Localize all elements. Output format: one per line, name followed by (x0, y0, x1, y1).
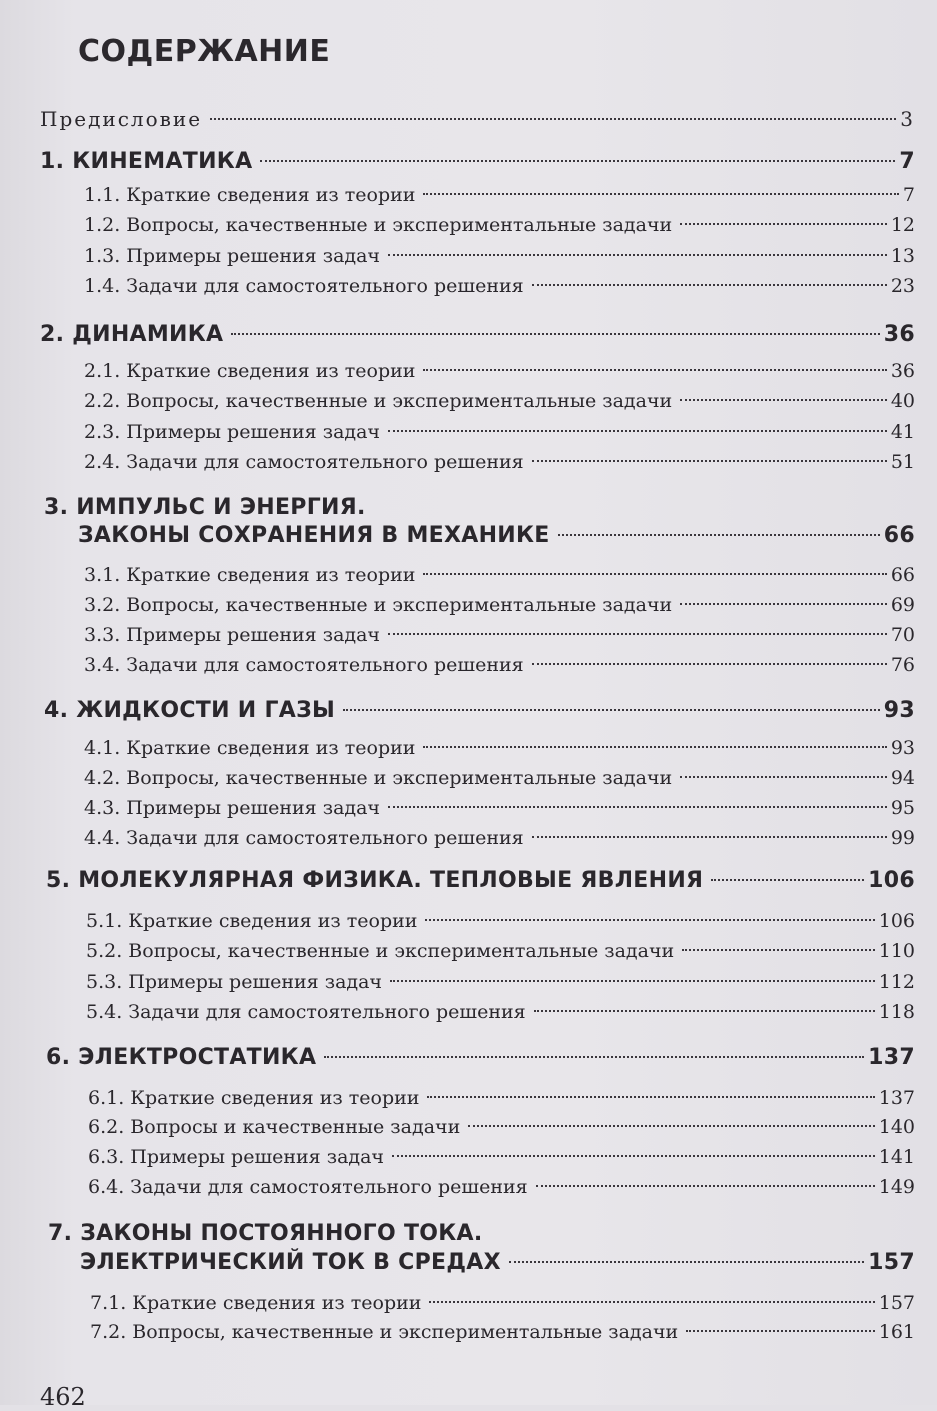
section-title: 1.4. Задачи для самостоятельного решения (84, 275, 524, 297)
toc-chapter[interactable] (80, 1248, 915, 1278)
chapter-title-line1: 7. ЗАКОНЫ ПОСТОЯННОГО ТОКА. (48, 1221, 483, 1246)
toc-page-number: 41 (890, 421, 915, 443)
toc-page-number: 40 (890, 390, 915, 412)
dot-leader (429, 1301, 874, 1303)
section-title: 3.4. Задачи для самостоятельного решения (84, 654, 524, 676)
dot-leader (423, 746, 886, 748)
section-title: 3.1. Краткие сведения из теории (84, 564, 416, 586)
toc-page-number: 112 (878, 971, 915, 993)
toc-section[interactable] (90, 1288, 915, 1318)
toc-page-number: 161 (878, 1321, 915, 1343)
toc-page-number: 12 (890, 214, 915, 236)
toc-section[interactable] (88, 1083, 915, 1113)
toc-page-number: 106 (868, 868, 915, 893)
toc-section[interactable] (84, 620, 915, 650)
toc-page-number: 93 (883, 698, 915, 723)
toc-page-number: 157 (878, 1292, 915, 1314)
toc-page-number: 70 (890, 624, 915, 646)
dot-leader (532, 663, 887, 665)
dot-leader (534, 1010, 875, 1012)
toc-section[interactable] (90, 1317, 915, 1347)
dot-leader (711, 879, 864, 881)
toc-page-number: 36 (883, 322, 915, 347)
toc-section[interactable] (84, 386, 915, 416)
toc-page-number: 141 (878, 1146, 915, 1168)
section-title: 4.4. Задачи для самостоятельного решения (84, 827, 524, 849)
toc-section[interactable] (84, 241, 915, 271)
dot-leader (682, 949, 875, 951)
toc-entry-text: Предисловие (40, 107, 203, 131)
toc-section[interactable] (84, 590, 915, 620)
dot-leader (324, 1056, 864, 1058)
toc-page-number: 137 (868, 1045, 915, 1070)
section-title: 5.4. Задачи для самостоятельного решения (86, 1001, 526, 1023)
section-title: 5.2. Вопросы, качественные и экспериментальные задачи (86, 940, 675, 962)
toc-page-number: 3 (900, 107, 915, 131)
toc-page-number: 93 (890, 737, 915, 759)
dot-leader (532, 460, 887, 462)
dot-leader (260, 160, 895, 162)
toc-section[interactable] (86, 936, 915, 966)
toc-section[interactable] (88, 1112, 915, 1142)
dot-leader (392, 1155, 875, 1157)
section-title: 2.4. Задачи для самостоятельного решения (84, 451, 524, 473)
toc-section[interactable] (84, 733, 915, 763)
chapter-title: ЗАКОНЫ СОХРАНЕНИЯ В МЕХАНИКЕ (78, 523, 550, 548)
toc-section[interactable] (84, 210, 915, 240)
dot-leader (680, 603, 887, 605)
toc-page-number: 66 (890, 564, 915, 586)
dot-leader (231, 333, 879, 335)
toc-page-number: 13 (890, 245, 915, 267)
section-title: 5.1. Краткие сведения из теории (86, 910, 418, 932)
section-title: 3.3. Примеры решения задач (84, 624, 380, 646)
toc-chapter[interactable] (44, 696, 915, 726)
toc-section[interactable] (84, 763, 915, 793)
toc-page-number: 36 (890, 360, 915, 382)
page-title: СОДЕРЖАНИЕ (78, 34, 331, 69)
section-title: 5.3. Примеры решения задач (86, 971, 382, 993)
toc-page-number: 7 (902, 184, 915, 206)
dot-leader (532, 836, 887, 838)
section-title: 7.1. Краткие сведения из теории (90, 1292, 422, 1314)
dot-leader (536, 1185, 875, 1187)
section-title: 2.3. Примеры решения задач (84, 421, 380, 443)
section-title: 1.2. Вопросы, качественные и экспериментальные задачи (84, 214, 673, 236)
dot-leader (388, 633, 887, 635)
toc-page-number: 137 (878, 1087, 915, 1109)
dot-leader (427, 1096, 874, 1098)
section-title: 4.1. Краткие сведения из теории (84, 737, 416, 759)
dot-leader (210, 118, 896, 120)
dot-leader (390, 980, 875, 982)
toc-page-number: 140 (878, 1116, 915, 1138)
page-number: 462 (40, 1383, 86, 1411)
section-title: 7.2. Вопросы, качественные и экспериментальные задачи (90, 1321, 679, 1343)
toc-page-number: 69 (890, 594, 915, 616)
dot-leader (680, 223, 887, 225)
toc-page-number: 94 (890, 767, 915, 789)
toc-page-number: 23 (890, 275, 915, 297)
section-title: 2.2. Вопросы, качественные и экспериментальные задачи (84, 390, 673, 412)
toc-section[interactable] (84, 180, 915, 210)
toc-page-number: 149 (878, 1176, 915, 1198)
toc-page-number: 99 (890, 827, 915, 849)
toc-chapter[interactable] (46, 1043, 915, 1073)
toc-page-number: 66 (883, 523, 915, 548)
toc-chapter[interactable] (78, 521, 915, 551)
chapter-title: ЭЛЕКТРИЧЕСКИЙ ТОК В СРЕДАХ (80, 1250, 501, 1275)
toc-page-number: 7 (899, 149, 915, 174)
toc-chapter[interactable] (46, 866, 915, 896)
toc-page-number: 95 (890, 797, 915, 819)
toc-section[interactable] (86, 967, 915, 997)
section-title: 3.2. Вопросы, качественные и экспериментальные задачи (84, 594, 673, 616)
toc-page-number: 118 (878, 1001, 915, 1023)
toc-page-number: 51 (890, 451, 915, 473)
chapter-title: 5. МОЛЕКУЛЯРНАЯ ФИЗИКА. ТЕПЛОВЫЕ ЯВЛЕНИЯ (46, 868, 704, 893)
chapter-title: 2. ДИНАМИКА (40, 322, 224, 347)
toc-section[interactable] (84, 356, 915, 386)
dot-leader (388, 254, 887, 256)
section-title: 6.1. Краткие сведения из теории (88, 1087, 420, 1109)
dot-leader (468, 1125, 874, 1127)
toc-section[interactable] (84, 793, 915, 823)
chapter-title: 6. ЭЛЕКТРОСТАТИКА (46, 1045, 317, 1070)
section-title: 6.2. Вопросы и качественные задачи (88, 1116, 461, 1138)
toc-section[interactable] (88, 1172, 915, 1202)
section-title: 4.3. Примеры решения задач (84, 797, 380, 819)
chapter-title-line1: 3. ИМПУЛЬС И ЭНЕРГИЯ. (44, 495, 366, 520)
dot-leader (343, 709, 880, 711)
dot-leader (509, 1261, 864, 1263)
toc-chapter[interactable] (40, 147, 915, 177)
toc-section[interactable] (84, 417, 915, 447)
toc-page-number: 110 (878, 940, 915, 962)
toc-section[interactable] (84, 447, 915, 477)
section-title: 1.3. Примеры решения задач (84, 245, 380, 267)
toc-chapter[interactable] (40, 320, 915, 350)
dot-leader (388, 806, 887, 808)
section-title: 1.1. Краткие сведения из теории (84, 184, 416, 206)
toc-page-number: 106 (878, 910, 915, 932)
section-title: 4.2. Вопросы, качественные и экспериментальные задачи (84, 767, 673, 789)
dot-leader (532, 284, 887, 286)
dot-leader (425, 919, 874, 921)
dot-leader (680, 776, 887, 778)
toc-section[interactable] (86, 997, 915, 1027)
dot-leader (423, 369, 886, 371)
dot-leader (680, 399, 887, 401)
dot-leader (558, 534, 880, 536)
toc-entry-preface[interactable] (40, 104, 915, 134)
toc-section[interactable] (84, 823, 915, 853)
section-title: 6.3. Примеры решения задач (88, 1146, 384, 1168)
toc-section[interactable] (84, 271, 915, 301)
toc-section[interactable] (84, 650, 915, 680)
dot-leader (423, 573, 886, 575)
toc-section[interactable] (84, 560, 915, 590)
dot-leader (423, 193, 898, 195)
section-title: 2.1. Краткие сведения из теории (84, 360, 416, 382)
dot-leader (388, 430, 887, 432)
chapter-title: 1. КИНЕМАТИКА (40, 149, 253, 174)
toc-section[interactable] (88, 1142, 915, 1172)
section-title: 6.4. Задачи для самостоятельного решения (88, 1176, 528, 1198)
toc-page-number: 157 (868, 1250, 915, 1275)
chapter-title: 4. ЖИДКОСТИ И ГАЗЫ (44, 698, 336, 723)
dot-leader (686, 1330, 875, 1332)
toc-page-number: 76 (890, 654, 915, 676)
toc-section[interactable] (86, 906, 915, 936)
